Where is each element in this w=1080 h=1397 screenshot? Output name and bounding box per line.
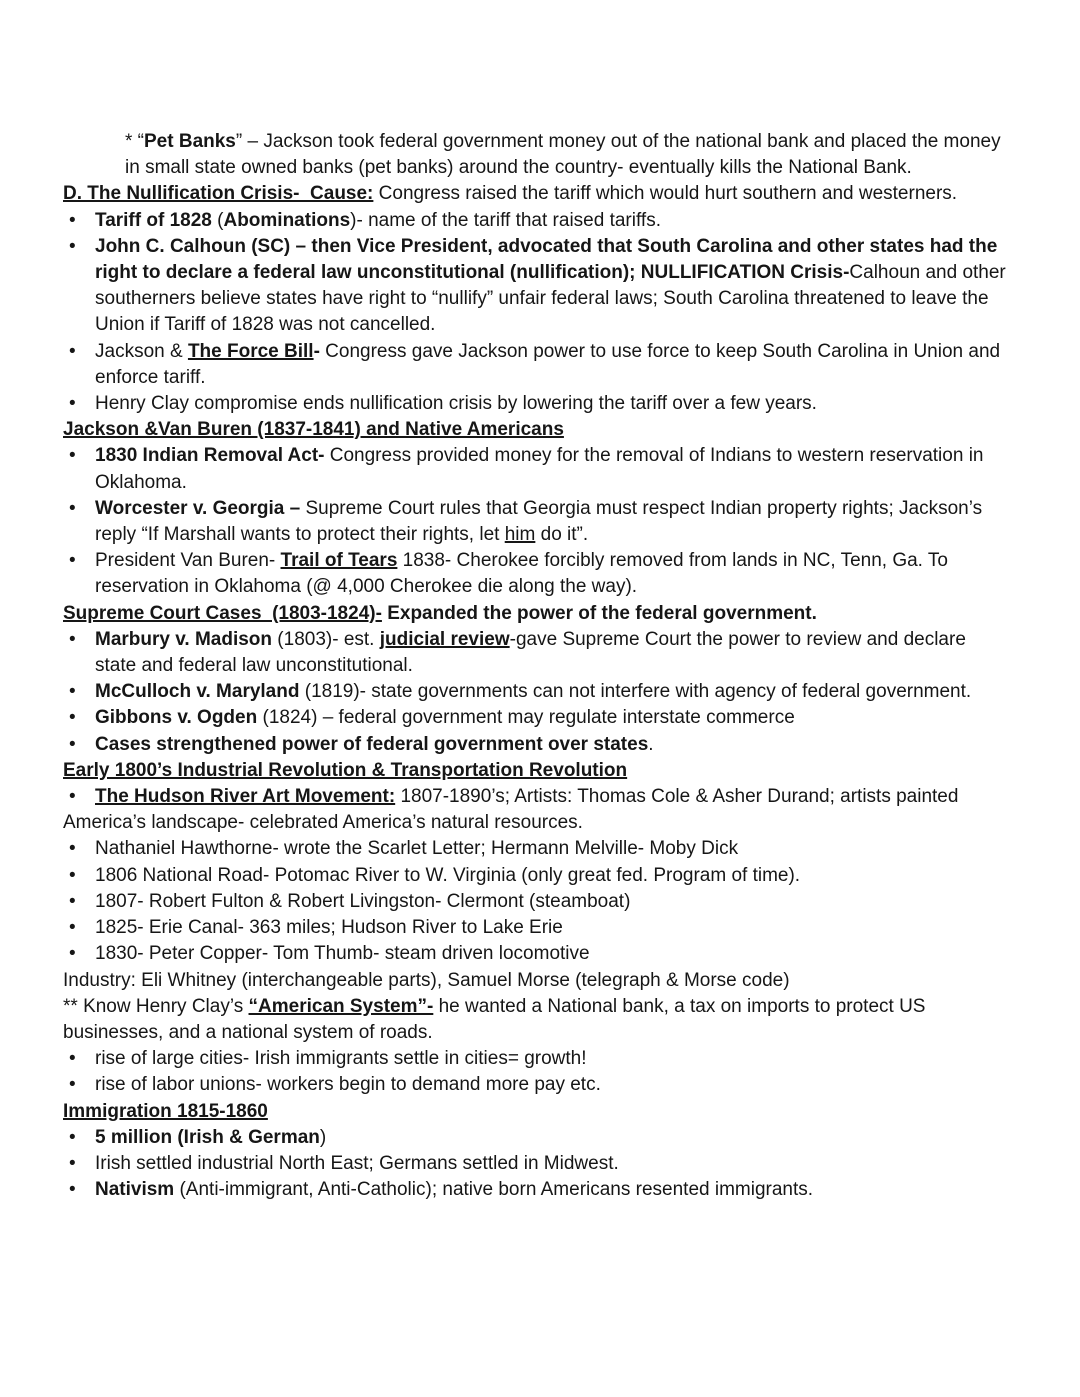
text-segment: Calhoun and other southerners believe states have right to “nullify” unfair federal laws; South Carolina threatened to leave the Union if Tariff of 1828 was not cancelled. bbox=[95, 262, 1012, 336]
indented-paragraph bbox=[125, 129, 1012, 181]
text-segment: rise of labor unions- workers begin to demand more pay etc. bbox=[95, 1074, 601, 1096]
bullet-icon: • bbox=[69, 628, 76, 650]
text-segment: -gave Supreme Court the power to review and declare state and federal law unconstitutional. bbox=[95, 628, 972, 677]
text-segment: 1838- Cherokee forcibly removed from lands in NC, Tenn, Ga. To reservation in Oklahoma (@ 4,000 Cherokee die along the way). bbox=[95, 550, 954, 598]
text-segment: rise of large cities- Irish immigrants settle in cities= growth! bbox=[95, 1048, 587, 1070]
text-segment: D. The Nullification Crisis- Cause: bbox=[63, 183, 374, 205]
text-segment: Jackson & bbox=[95, 340, 188, 362]
text-segment: John C. Calhoun (SC) – then Vice President, advocated that South Carolina and other states had the right to declare a federal law unconstitutional (nullification); NULLIFICATION Crisis- bbox=[95, 235, 1003, 284]
bullet-item bbox=[63, 836, 1012, 862]
text-segment: Congress gave Jackson power to use force to keep South Carolina in Union and enforce tariff. bbox=[95, 340, 1006, 388]
text-segment: 1830 Indian Removal Act- bbox=[95, 445, 325, 467]
section-heading bbox=[63, 601, 1012, 627]
text-segment: Congress raised the tariff which would hurt southern and westerners. bbox=[373, 183, 958, 205]
document-body bbox=[63, 129, 1012, 1203]
text-segment: * “ bbox=[125, 131, 144, 152]
bullet-icon: • bbox=[69, 1048, 76, 1070]
bullet-icon: • bbox=[69, 681, 76, 703]
bullet-icon: • bbox=[69, 707, 76, 729]
bullet-item bbox=[63, 889, 1012, 915]
text-segment: Cases strengthened power of federal government over states bbox=[95, 733, 649, 755]
bullet-item bbox=[63, 1125, 1012, 1151]
bullet-item bbox=[63, 705, 1012, 731]
text-segment: Abominations bbox=[223, 209, 351, 231]
text-segment: Immigration 1815-1860 bbox=[63, 1100, 268, 1122]
text-segment: him bbox=[504, 524, 536, 546]
text-segment: Pet Banks bbox=[144, 131, 236, 152]
text-segment: ** Know Henry Clay’s bbox=[63, 995, 249, 1017]
text-segment: “American System”- bbox=[248, 995, 434, 1017]
bullet-item bbox=[63, 863, 1012, 889]
text-segment: do it”. bbox=[535, 524, 589, 546]
bullet-icon: • bbox=[69, 550, 76, 572]
text-segment: Supreme Court rules that Georgia must respect Indian property rights; Jackson’s reply “If Marshall wants to protect their rights, let bbox=[95, 497, 988, 546]
text-segment: Tariff of 1828 bbox=[95, 209, 212, 231]
bullet-icon: • bbox=[69, 209, 76, 231]
bullet-icon: • bbox=[69, 393, 76, 415]
text-segment: (1824) – federal government may regulate interstate commerce bbox=[257, 707, 795, 729]
bullet-icon: • bbox=[69, 943, 76, 965]
paragraph bbox=[63, 968, 1012, 994]
text-segment: ) bbox=[319, 1126, 327, 1148]
text-segment: President Van Buren- bbox=[95, 550, 281, 572]
bullet-icon: • bbox=[69, 786, 76, 808]
text-segment: - bbox=[313, 340, 320, 362]
bullet-item bbox=[63, 548, 1012, 600]
text-segment: Jackson &Van Buren (1837-1841) and Native Americans bbox=[63, 419, 564, 441]
text-segment: (1819)- state governments can not interfere with agency of federal government. bbox=[299, 681, 972, 703]
text-segment: Irish settled industrial North East; Germans settled in Midwest. bbox=[95, 1152, 619, 1174]
text-segment: The Hudson River Art Movement: bbox=[95, 786, 396, 808]
bullet-item bbox=[63, 1072, 1012, 1098]
paragraph bbox=[63, 994, 1012, 1046]
bullet-item bbox=[63, 679, 1012, 705]
text-segment: The Force Bill bbox=[187, 340, 314, 362]
text-segment: 1807-1890’s; Artists: Thomas Cole & Asher Durand; artists painted America’s landscape- celebrated America’s natural resources. bbox=[63, 786, 963, 834]
bullet-item bbox=[63, 784, 1012, 836]
text-segment: (1803)- est. bbox=[272, 628, 380, 650]
bullet-icon: • bbox=[69, 733, 76, 755]
text-segment: ( bbox=[211, 209, 224, 231]
section-heading bbox=[63, 758, 1012, 784]
bullet-icon: • bbox=[69, 1126, 76, 1148]
bullet-icon: • bbox=[69, 917, 76, 939]
bullet-icon: • bbox=[69, 1179, 76, 1201]
bullet-icon: • bbox=[69, 1152, 76, 1174]
text-segment: Trail of Tears bbox=[280, 550, 398, 572]
bullet-item bbox=[63, 339, 1012, 391]
bullet-item bbox=[63, 1177, 1012, 1203]
bullet-item bbox=[63, 732, 1012, 758]
bullet-icon: • bbox=[69, 235, 76, 257]
bullet-icon: • bbox=[69, 838, 76, 860]
paragraph bbox=[63, 181, 1012, 207]
text-segment: Expanded the power of the federal government. bbox=[381, 602, 817, 624]
text-segment: 5 million (Irish & German bbox=[95, 1126, 320, 1148]
bullet-icon: • bbox=[69, 864, 76, 886]
text-segment: Henry Clay compromise ends nullification crisis by lowering the tariff over a few years. bbox=[95, 393, 817, 415]
bullet-item bbox=[63, 915, 1012, 941]
bullet-item bbox=[63, 391, 1012, 417]
bullet-item bbox=[63, 443, 1012, 495]
text-segment: 1806 National Road- Potomac River to W. Virginia (only great fed. Program of time). bbox=[95, 864, 801, 886]
text-segment: Congress provided money for the removal of Indians to western reservation in Oklahoma. bbox=[95, 445, 989, 493]
text-segment: Industry: Eli Whitney (interchangeable parts), Samuel Morse (telegraph & Morse code) bbox=[63, 969, 790, 991]
text-segment: Worcester v. Georgia – bbox=[95, 497, 301, 519]
text-segment: Gibbons v. Ogden bbox=[95, 707, 258, 729]
bullet-item bbox=[63, 1046, 1012, 1072]
section-heading bbox=[63, 1099, 1012, 1125]
text-segment: (Anti-immigrant, Anti-Catholic); native born Americans resented immigrants. bbox=[174, 1179, 814, 1201]
bullet-item bbox=[63, 1151, 1012, 1177]
text-segment: 1825- Erie Canal- 363 miles; Hudson River to Lake Erie bbox=[95, 917, 563, 939]
text-segment: judicial review bbox=[379, 628, 510, 650]
text-segment: . bbox=[648, 733, 654, 755]
bullet-icon: • bbox=[69, 890, 76, 912]
bullet-icon: • bbox=[69, 1074, 76, 1096]
text-segment: 1807- Robert Fulton & Robert Livingston- Clermont (steamboat) bbox=[95, 890, 631, 912]
text-segment: )- name of the tariff that raised tariffs. bbox=[350, 209, 661, 231]
bullet-item bbox=[63, 627, 1012, 679]
bullet-item bbox=[63, 208, 1012, 234]
section-heading bbox=[63, 417, 1012, 443]
text-segment: he wanted a National bank, a tax on imports to protect US businesses, and a national system of roads. bbox=[63, 995, 931, 1043]
text-segment: Nativism bbox=[95, 1179, 175, 1201]
text-segment: McCulloch v. Maryland bbox=[95, 681, 300, 703]
text-segment: Supreme Court Cases (1803-1824)- bbox=[63, 602, 382, 624]
bullet-item bbox=[63, 941, 1012, 967]
bullet-item bbox=[63, 234, 1012, 339]
text-segment: ” – Jackson took federal government money out of the national bank and placed the money in small state owned banks (pet banks) around the country- eventually kills the National Bank. bbox=[125, 131, 1006, 179]
text-segment: Early 1800’s Industrial Revolution & Transportation Revolution bbox=[63, 759, 628, 781]
bullet-icon: • bbox=[69, 445, 76, 467]
text-segment: Nathaniel Hawthorne- wrote the Scarlet Letter; Hermann Melville- Moby Dick bbox=[95, 838, 739, 860]
bullet-icon: • bbox=[69, 340, 76, 362]
text-segment: 1830- Peter Copper- Tom Thumb- steam driven locomotive bbox=[95, 943, 590, 965]
text-segment: Marbury v. Madison bbox=[95, 628, 273, 650]
bullet-item bbox=[63, 496, 1012, 548]
bullet-icon: • bbox=[69, 497, 76, 519]
